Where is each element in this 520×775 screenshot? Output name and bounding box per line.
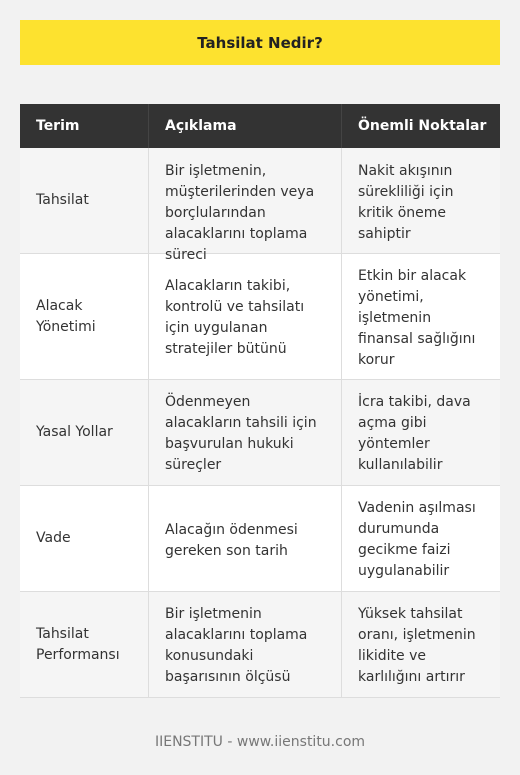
term-text: Vade [36, 530, 71, 546]
column-header-term: Terim [20, 104, 149, 148]
term-cell [20, 254, 149, 379]
description-text: Ödenmeyen alacakların tahsili için başvurulan hukuki süreçler [165, 394, 317, 473]
description-cell [149, 486, 342, 591]
description-cell [149, 148, 342, 263]
column-header-notes: Önemli Noktalar [358, 117, 487, 134]
term-cell [20, 148, 149, 253]
description-cell [149, 380, 342, 485]
term-cell [20, 380, 149, 485]
page-title [20, 20, 500, 65]
term-cell [20, 592, 149, 697]
table-row [20, 592, 500, 698]
notes-cell [342, 148, 500, 253]
notes-cell [342, 380, 500, 485]
notes-cell [342, 254, 500, 379]
table-row [20, 148, 500, 263]
notes-text: Yüksek tahsilat oranı, işletmenin likidite ve karlılığını artırır [358, 606, 476, 685]
description-cell [149, 254, 342, 379]
column-header-description: Açıklama [149, 104, 342, 148]
description-cell [149, 592, 342, 697]
page-title-text: Tahsilat Nedir? [197, 33, 323, 52]
term-text: Alacak Yönetimi [36, 297, 96, 335]
notes-cell [342, 592, 500, 697]
term-text: Yasal Yollar [36, 424, 113, 440]
table-row [20, 486, 500, 592]
description-text: Alacakların takibi, kontrolü ve tahsilatı için uygulanan stratejiler bütünü [165, 278, 305, 357]
notes-cell [342, 486, 500, 591]
notes-text: Nakit akışının sürekliliği için kritik öneme sahiptir [358, 163, 454, 242]
term-text: Tahsilat [36, 192, 89, 208]
term-cell [20, 486, 149, 591]
table-row [20, 254, 500, 380]
notes-text: İcra takibi, dava açma gibi yöntemler kullanılabilir [358, 394, 471, 473]
table-header-row [20, 104, 500, 148]
description-text: Bir işletmenin, müşterilerinden veya borçlularından alacaklarını toplama süreci [165, 163, 315, 263]
notes-text: Etkin bir alacak yönetimi, işletmenin finansal sağlığını korur [358, 268, 476, 368]
term-text: Tahsilat Performansı [36, 625, 120, 663]
footer-credit: IIENSTITU - www.iienstitu.com [154, 734, 366, 750]
description-text: Bir işletmenin alacaklarını toplama konusundaki başarısının ölçüsü [165, 606, 308, 685]
table-row [20, 380, 500, 486]
description-text: Alacağın ödenmesi gereken son tarih [165, 522, 298, 559]
terms-table [20, 104, 500, 698]
notes-text: Vadenin aşılması durumunda gecikme faizi uygulanabilir [358, 500, 476, 579]
